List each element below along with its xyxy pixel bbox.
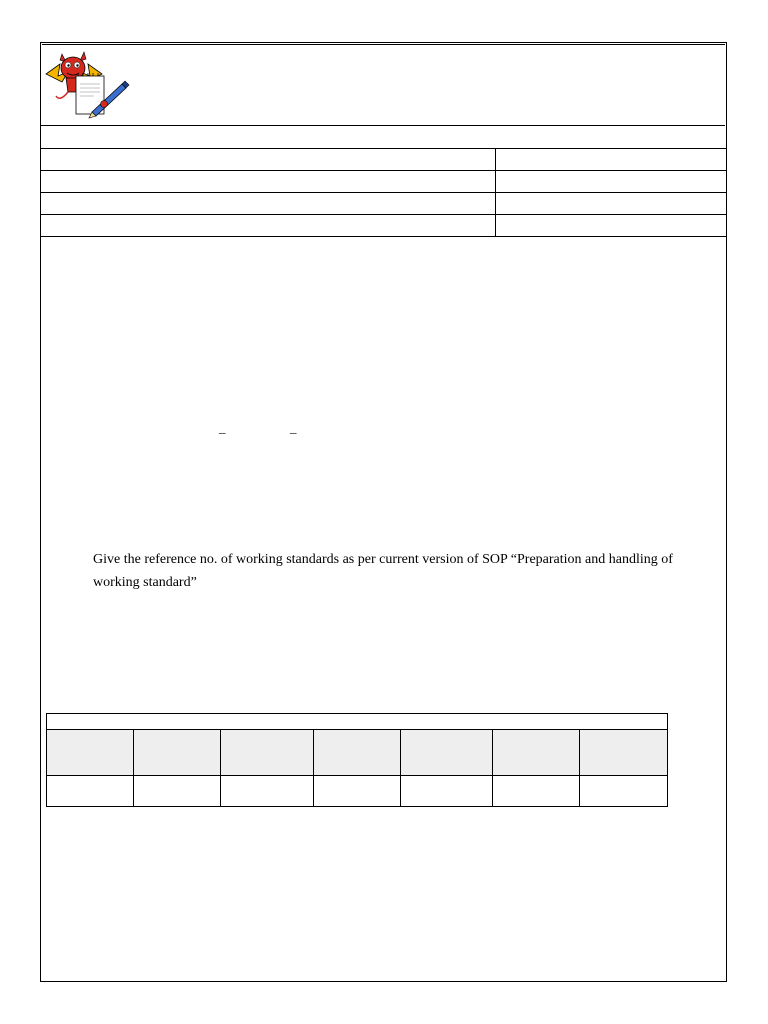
header-column-divider [495, 149, 496, 236]
table-title-row [47, 714, 668, 730]
data-cell[interactable] [220, 776, 313, 807]
instruction-paragraph: Give the reference no. of working standards as per current version of SOP “Preparation and handling of working standard” [93, 552, 673, 590]
header-row-3 [40, 192, 727, 215]
header-row-1 [40, 148, 727, 171]
working-standard-table [46, 713, 668, 807]
header-cell [493, 730, 580, 776]
header-cell [220, 730, 313, 776]
header-cell [47, 730, 134, 776]
data-cell[interactable] [133, 776, 220, 807]
devil-mascot-icon [42, 46, 132, 120]
data-cell[interactable] [580, 776, 668, 807]
table-header-row [47, 730, 668, 776]
header-box [40, 42, 725, 126]
header-cell [580, 730, 668, 776]
blank-dash-1: _ [219, 420, 226, 435]
header-cell [401, 730, 493, 776]
data-cell[interactable] [313, 776, 401, 807]
header-row-2 [40, 170, 727, 193]
data-cell[interactable] [47, 776, 134, 807]
table-title-cell [47, 714, 668, 730]
data-cell[interactable] [401, 776, 493, 807]
data-cell[interactable] [493, 776, 580, 807]
header-cell [133, 730, 220, 776]
header-row-4 [40, 214, 727, 237]
blank-dash-2: _ [290, 420, 297, 435]
table-row [47, 776, 668, 807]
header-cell [313, 730, 401, 776]
document-title-row [40, 126, 727, 149]
